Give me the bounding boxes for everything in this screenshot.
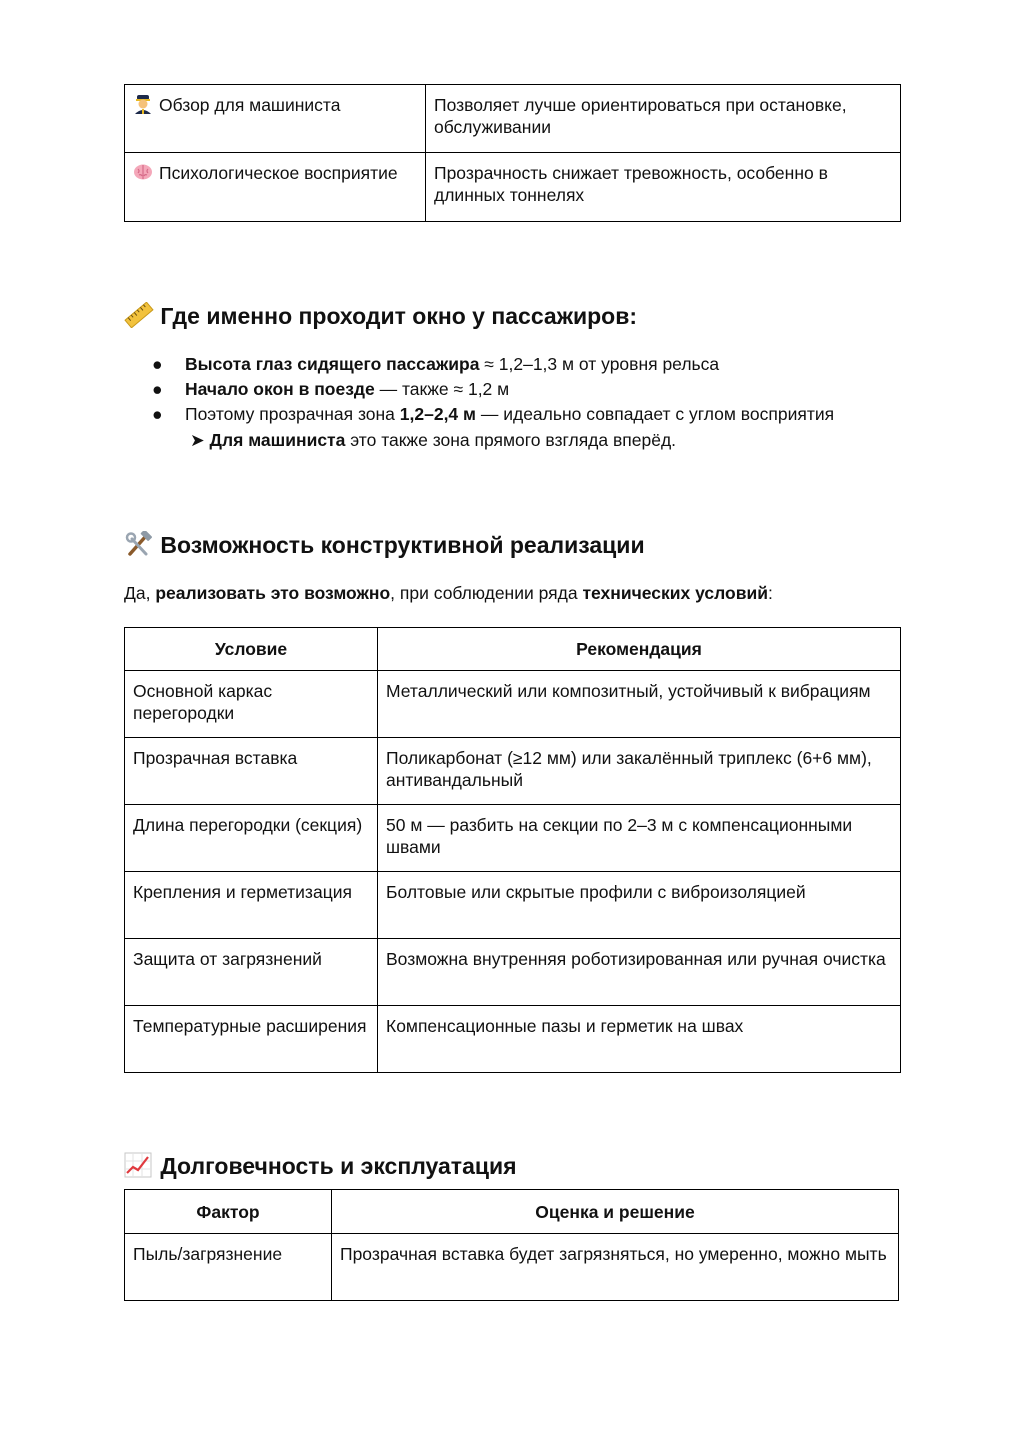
item-text: — также ≈ 1,2 м xyxy=(374,379,510,399)
table-row xyxy=(125,872,901,939)
bold-text: 1,2–2,4 м xyxy=(399,404,476,424)
table-cell xyxy=(125,153,426,222)
table-cell: Поликарбонат (≥12 мм) или закалённый триплекс (6+6 мм), антивандальный xyxy=(378,738,901,805)
intro-text: , при соблюдении ряда xyxy=(390,583,583,603)
chart-increasing-emoji-icon xyxy=(124,1152,154,1178)
table-cell: Крепления и герметизация xyxy=(125,872,378,939)
table-row xyxy=(125,805,901,872)
driver-emoji-icon xyxy=(133,94,153,114)
section-title: Долговечность и эксплуатация xyxy=(160,1153,517,1179)
table-cell xyxy=(125,85,426,153)
conditions-table xyxy=(124,627,901,1073)
table-cell: Металлический или композитный, устойчивый к вибрациям xyxy=(378,671,901,738)
bold-text: Для машиниста xyxy=(209,430,346,450)
table-row xyxy=(125,738,901,805)
table-header-row xyxy=(125,628,901,671)
column-header: Фактор xyxy=(125,1190,332,1234)
table-cell: Температурные расширения xyxy=(125,1006,378,1073)
section-heading-construction xyxy=(124,531,645,559)
item-text: — идеально совпадает с углом восприятия xyxy=(475,404,835,424)
bullet-glyph: ● xyxy=(152,379,163,399)
bullet-list xyxy=(152,352,932,427)
bullet-glyph: ● xyxy=(152,354,163,374)
table-cell: Длина перегородки (секция) xyxy=(125,805,378,872)
table-cell: Прозрачная вставка будет загрязняться, но умеренно, можно мыть xyxy=(332,1234,899,1301)
bullet-glyph: ● xyxy=(152,404,163,424)
intro-text: Да, xyxy=(124,583,156,603)
list-item xyxy=(152,352,932,377)
intro-text: : xyxy=(767,583,773,603)
list-item xyxy=(152,377,932,402)
tools-emoji-icon xyxy=(124,531,154,557)
column-header: Оценка и решение xyxy=(332,1190,899,1234)
bold-text: реализовать это возможно xyxy=(155,583,391,603)
intro-paragraph xyxy=(124,581,773,606)
table-row xyxy=(125,153,901,222)
table-cell: Возможна внутренняя роботизированная или ручная очистка xyxy=(378,939,901,1006)
bold-text: Начало окон в поезде xyxy=(185,379,375,399)
list-item xyxy=(152,402,932,427)
table-row xyxy=(125,1234,899,1301)
section-heading-window xyxy=(124,302,637,330)
table-cell: 50 м — разбить на секции по 2–3 м с компенсационными швами xyxy=(378,805,901,872)
item-text: Поэтому прозрачная зона xyxy=(185,404,400,424)
item-text: это также зона прямого взгляда вперёд. xyxy=(345,430,677,450)
table-row xyxy=(125,671,901,738)
table-cell: Защита от загрязнений xyxy=(125,939,378,1006)
bold-text: технических условий xyxy=(582,583,768,603)
section-title: Где именно проходит окно у пассажиров: xyxy=(160,303,638,329)
table-header-row xyxy=(125,1190,899,1234)
table-cell: Прозрачная вставка xyxy=(125,738,378,805)
table-cell: Компенсационные пазы и герметик на швах xyxy=(378,1006,901,1073)
ruler-emoji-icon xyxy=(124,302,154,328)
table-row xyxy=(125,85,901,153)
table-cell: Прозрачность снижает тревожность, особенно в длинных тоннелях xyxy=(426,153,901,222)
arrow-glyph: ➤ xyxy=(190,430,205,450)
section-heading-durability xyxy=(124,1152,517,1180)
table-cell: Основной каркас перегородки xyxy=(125,671,378,738)
column-header: Рекомендация xyxy=(378,628,901,671)
top-table xyxy=(124,84,901,222)
section-title: Возможность конструктивной реализации xyxy=(160,532,645,558)
table-row xyxy=(125,1006,901,1073)
durability-table xyxy=(124,1189,899,1301)
table-cell: Позволяет лучше ориентироваться при остановке, обслуживании xyxy=(426,85,901,153)
brain-emoji-icon xyxy=(133,162,153,182)
column-header: Условие xyxy=(125,628,378,671)
item-text: ≈ 1,2–1,3 м от уровня рельса xyxy=(479,354,720,374)
factor-text: Обзор для машиниста xyxy=(159,95,341,115)
table-cell: Пыль/загрязнение xyxy=(125,1234,332,1301)
table-row xyxy=(125,939,901,1006)
sub-item xyxy=(190,428,676,453)
factor-text: Психологическое восприятие xyxy=(159,163,398,183)
table-cell: Болтовые или скрытые профили с виброизоляцией xyxy=(378,872,901,939)
bold-text: Высота глаз сидящего пассажира xyxy=(185,354,480,374)
